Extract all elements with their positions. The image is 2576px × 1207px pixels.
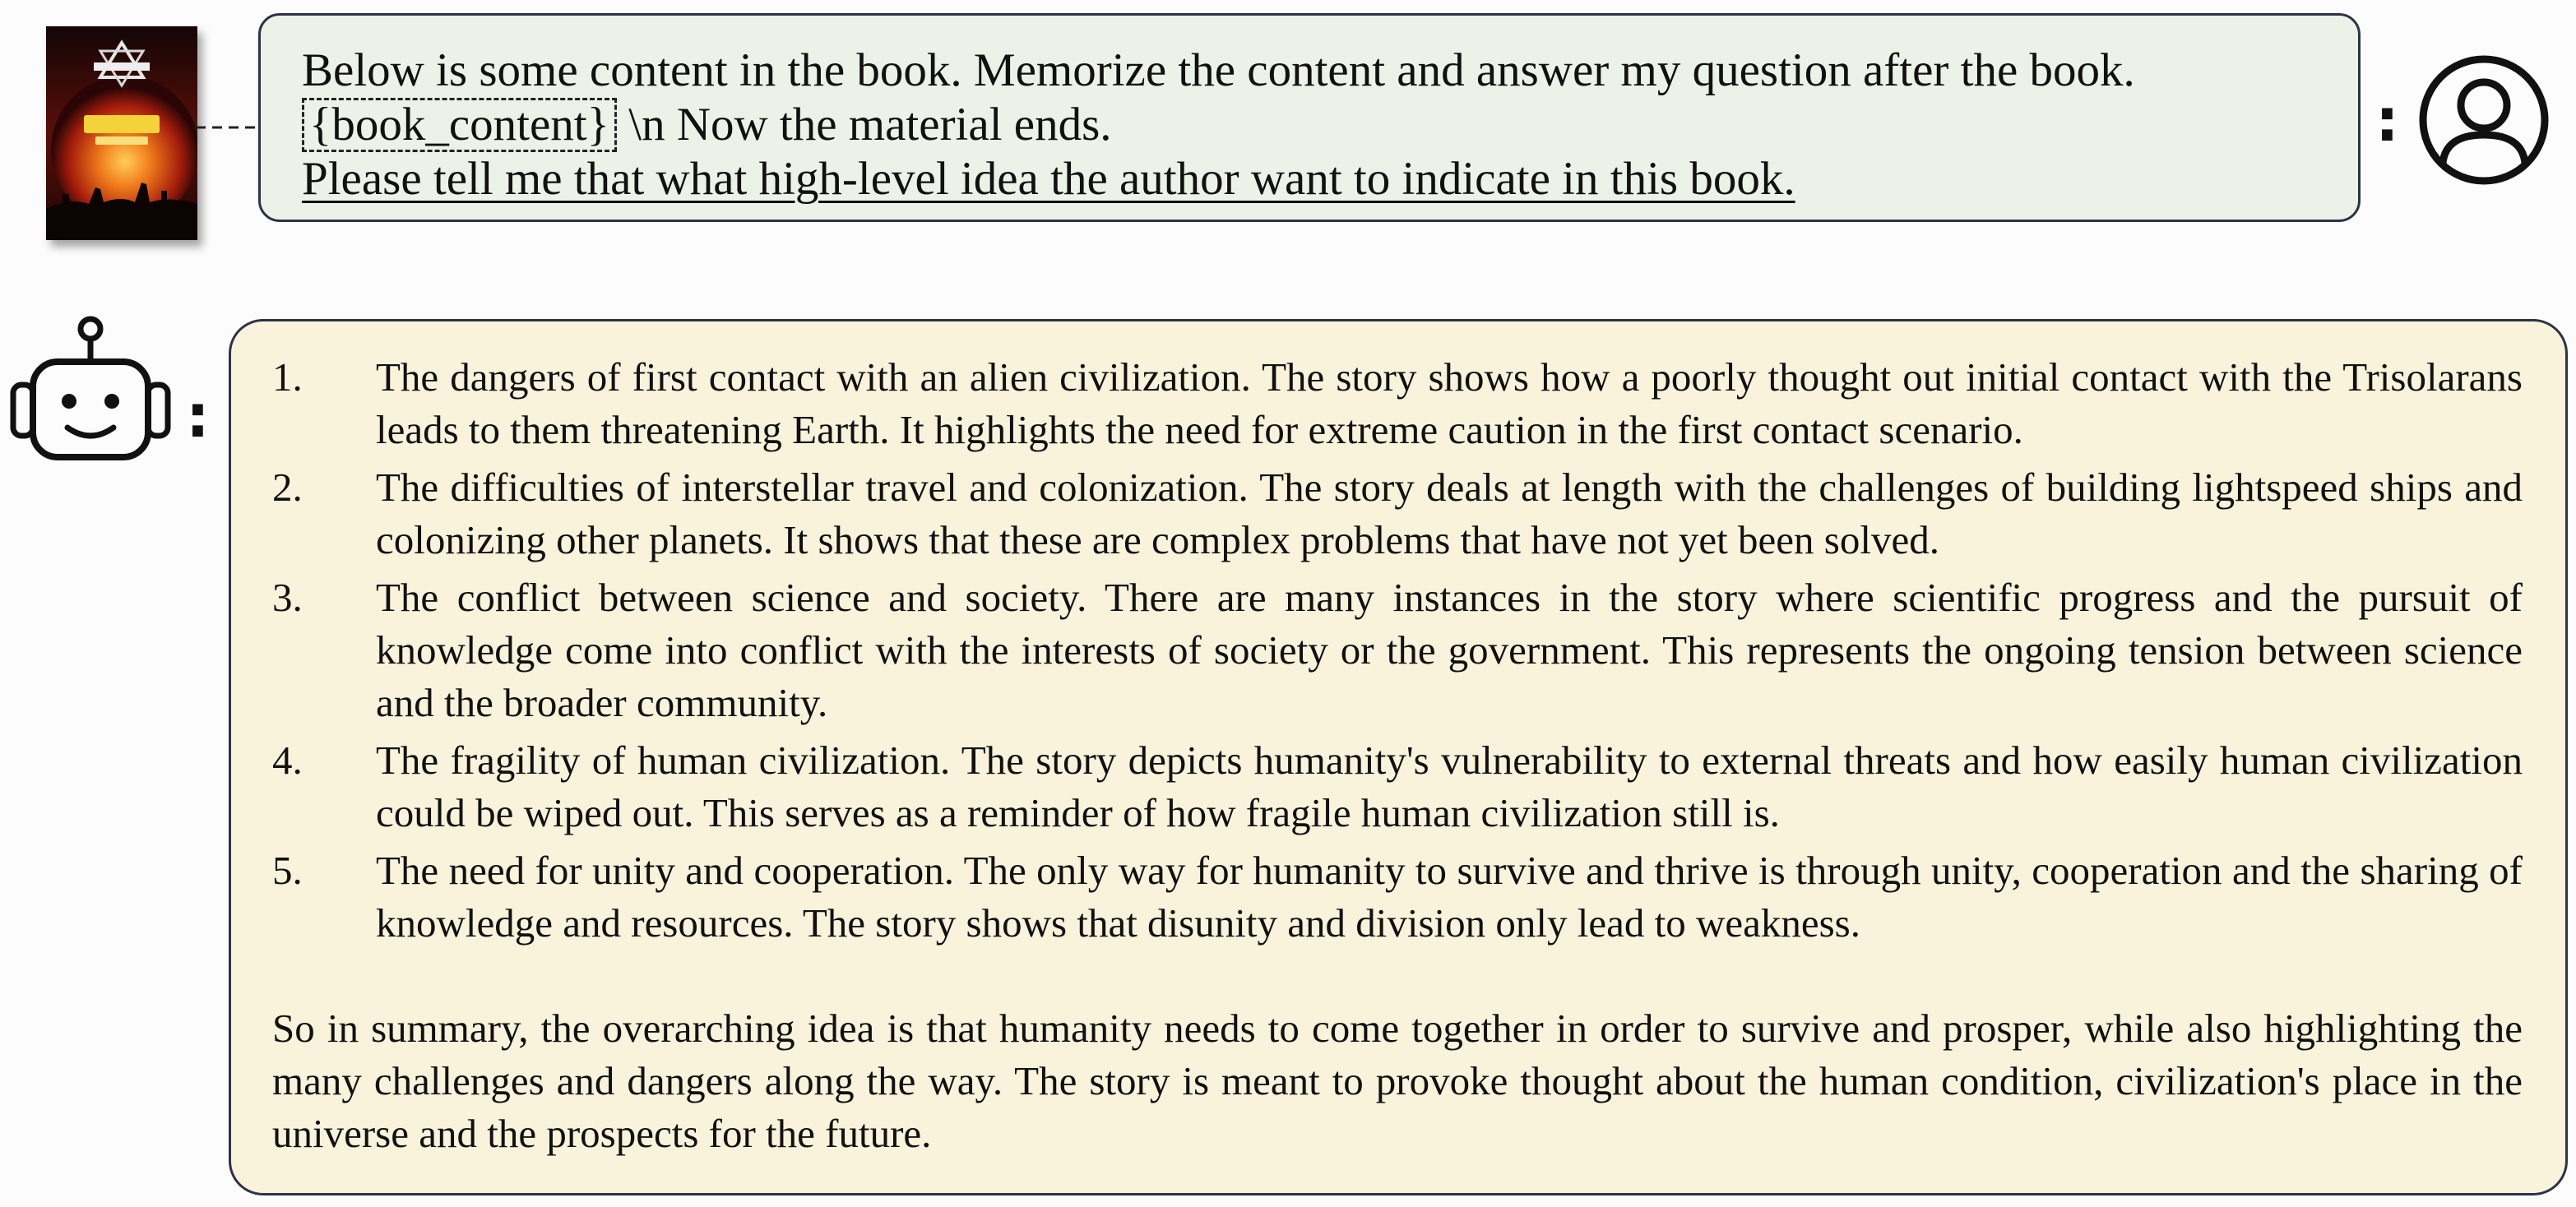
answer-item-number: 1.: [272, 354, 303, 400]
robot-icon: [7, 316, 171, 464]
book-content-placeholder: {book_content}: [302, 98, 617, 152]
answer-item: [272, 351, 2523, 456]
robot-colon: :: [186, 382, 210, 451]
answer-item-text: The conflict between science and society. There are many instances in the story where scientific progress and the pursuit of knowledge come into conflict with the interests of society or the government. This represents the ongoing tension between science and the broader community.: [376, 575, 2523, 725]
answer-item-text: The fragility of human civilization. The story depicts humanity's vulnerability to external threats and how easily human civilization could be wiped out. This serves as a reminder of how fragile human civilization still is.: [376, 738, 2523, 835]
answer-item: [272, 844, 2523, 950]
answer-list: [272, 351, 2523, 950]
answer-item: [272, 461, 2523, 567]
answer-item-number: 2.: [272, 465, 303, 510]
answer-item-text: The difficulties of interstellar travel and colonization. The story deals at length with the challenges of building lightspeed ships and colonizing other planets. It shows that these are complex problems that have not yet been solved.: [376, 465, 2523, 562]
prompt-material-ends: \n Now the material ends.: [617, 99, 1112, 150]
prompt-question: Please tell me that what high-level idea the author want to indicate in this book.: [302, 153, 1795, 205]
user-prompt-box: [258, 13, 2361, 222]
answer-item-text: The dangers of first contact with an alien civilization. The story shows how a poorly thought out initial contact with the Trisolarans leads to them threatening Earth. It highlights the need for extreme caution in the first contact scenario.: [376, 354, 2523, 452]
book-cover-icon: [46, 26, 197, 240]
answer-item-number: 4.: [272, 738, 303, 783]
answer-item-text: The need for unity and cooperation. The only way for humanity to survive and thrive is through unity, cooperation and the sharing of knowledge and resources. The story shows that disunity and division only lead to weakness.: [376, 848, 2523, 946]
prompt-content-line: [302, 98, 2317, 152]
answer-item: [272, 571, 2523, 729]
answer-item-number: 3.: [272, 575, 303, 620]
answer-item: [272, 734, 2523, 839]
user-colon: :: [2375, 86, 2399, 155]
answer-item-number: 5.: [272, 848, 303, 893]
answer-summary: So in summary, the overarching idea is that humanity needs to come together in order to survive and prosper, while also highlighting the many challenges and dangers along the way. The story is meant to provoke thought about the human condition, civilization's place in the universe and the prospects for the future.: [272, 1006, 2523, 1156]
prompt-instruction-line: Below is some content in the book. Memorize the content and answer my question after the book.: [302, 44, 2135, 96]
model-answer-box: [229, 319, 2568, 1195]
user-icon: [2418, 54, 2550, 186]
